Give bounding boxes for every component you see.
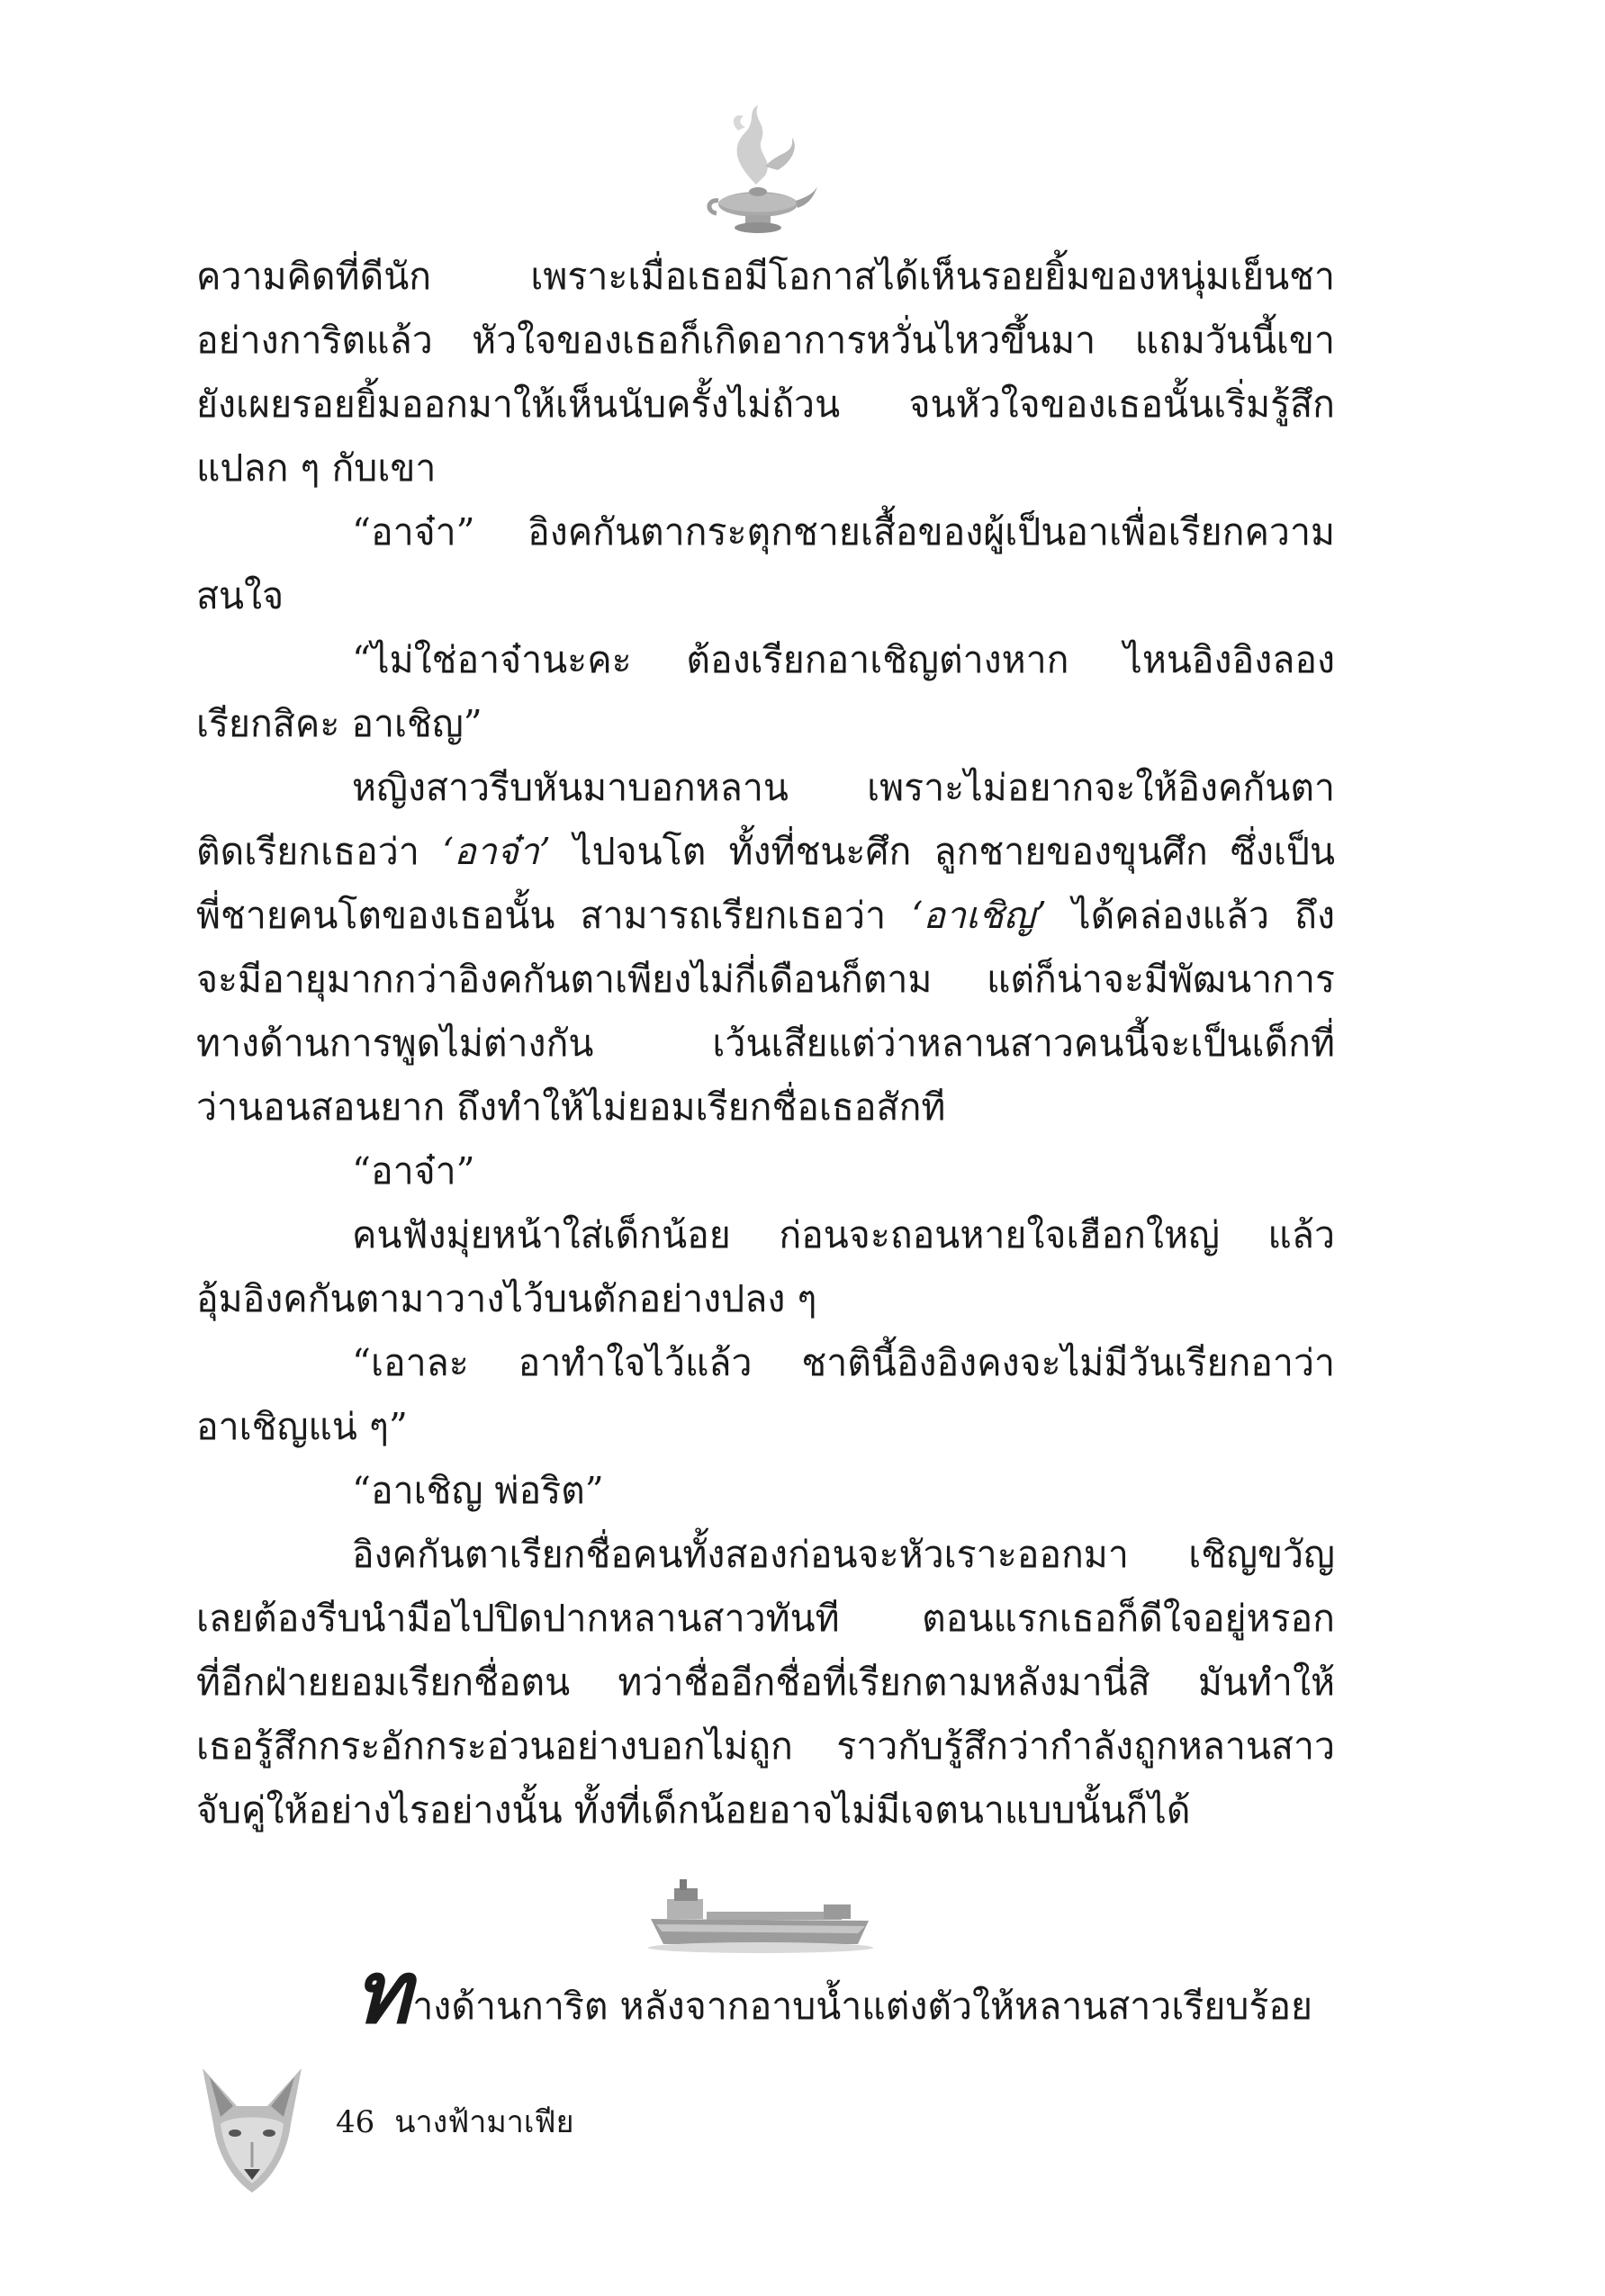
text-line: อิงคกันตาเรียกชื่อคนทั้งสองก่อนจะหัวเราะออกมา เชิญขวัญ xyxy=(352,1533,1335,1576)
text-line: อุ้มอิงคกันตามาวางไว้บนตักอย่างปลง ๆ xyxy=(196,1277,817,1320)
text-line: ยังเผยรอยยิ้มออกมาให้เห็นนับครั้งไม่ถ้วน จนหัวใจของเธอนั้นเริ่มรู้สึก xyxy=(196,383,1335,426)
text-line: “เอาละ อาทำใจไว้แล้ว ชาตินี้อิงอิงคงจะไม่มีวันเรียกอาว่า xyxy=(352,1341,1335,1384)
text-line: ที่อีกฝ่ายยอมเรียกชื่อตน ทว่าชื่ออีกชื่อที่เรียกตามหลังมานี่สิ มันทำให้ xyxy=(196,1661,1335,1704)
text-line: อย่างการิตแล้ว หัวใจของเธอก็เกิดอาการหวั่นไหวขึ้นมา แถมวันนี้เขา xyxy=(196,319,1335,362)
text-segment: ไปจนโต ทั้งที่ชนะศึก ลูกชายของขุนศึก ซึ่งเป็น xyxy=(573,830,1335,873)
emphasis-text: ‘อาเชิญ’ xyxy=(911,894,1047,937)
section-opening-line xyxy=(354,1941,1335,2043)
text-line: จับคู่ให้อย่างไรอย่างนั้น ทั้งที่เด็กน้อยอาจไม่มีเจตนาแบบนั้นก็ได้ xyxy=(196,1788,1191,1832)
text-line: ความคิดที่ดีนัก เพราะเมื่อเธอมีโอกาสได้เห็นรอยยิ้มของหนุ่มเย็นชา xyxy=(196,255,1335,298)
text-line xyxy=(196,820,1335,884)
fox-icon xyxy=(194,2061,311,2196)
book-title: นางฟ้ามาเฟีย xyxy=(394,2104,574,2140)
text-line: “ไม่ใช่อาจ๋านะคะ ต้องเรียกอาเชิญต่างหาก ไหนอิงอิงลอง xyxy=(352,638,1335,681)
text-line: ว่านอนสอนยาก ถึงทำให้ไม่ยอมเรียกชื่อเธอสักที xyxy=(196,1085,946,1129)
page-footer xyxy=(336,2104,573,2140)
page-number: 46 xyxy=(336,2104,375,2140)
emphasis-text: ‘อาจ๋า’ xyxy=(442,830,551,873)
text-line: คนฟังมุ่ยหน้าใส่เด็กน้อย ก่อนจะถอนหายใจเฮือกใหญ่ แล้ว xyxy=(352,1213,1335,1256)
text-line: “อาจ๋า” อิงคกันตากระตุกชายเสื้อของผู้เป็นอาเพื่อเรียกความ xyxy=(352,510,1335,554)
text-line xyxy=(196,884,1335,948)
text-line: หญิงสาวรีบหันมาบอกหลาน เพราะไม่อยากจะให้อิงคกันตา xyxy=(352,766,1335,809)
text-segment: ติดเรียกเธอว่า xyxy=(196,830,419,873)
body-text xyxy=(196,245,1335,1842)
text-line: สนใจ xyxy=(196,574,284,617)
text-line: แปลก ๆ กับเขา xyxy=(196,446,437,490)
text-line: ทางด้านการพูดไม่ต่างกัน เว้นเสียแต่ว่าหลานสาวคนนี้จะเป็นเด็กที่ xyxy=(196,1022,1335,1065)
text-line: “อาเชิญ พ่อริต” xyxy=(352,1469,604,1512)
text-line: จะมีอายุมากกว่าอิงคกันตาเพียงไม่กี่เดือนก็ตาม แต่ก็น่าจะมีพัฒนาการ xyxy=(196,958,1335,1001)
section-opening-text: างด้านการิต หลังจากอาบน้ำแต่งตัวให้หลานสาวเรียบร้อย xyxy=(412,1985,1313,2028)
text-line: เรียกสิคะ อาเชิญ” xyxy=(196,702,482,745)
text-line: เธอรู้สึกกระอักกระอ่วนอย่างบอกไม่ถูก ราวกับรู้สึกว่ากำลังถูกหลานสาว xyxy=(196,1724,1335,1768)
text-line: “อาจ๋า” xyxy=(352,1149,475,1193)
text-line: อาเชิญแน่ ๆ” xyxy=(196,1405,408,1448)
drop-cap: ท xyxy=(354,1941,411,2043)
text-line: เลยต้องรีบนำมือไปปิดปากหลานสาวทันที ตอนแรกเธอก็ดีใจอยู่หรอก xyxy=(196,1597,1335,1640)
text-segment: พี่ชายคนโตของเธอนั้น สามารถเรียกเธอว่า xyxy=(196,894,887,937)
ship-icon xyxy=(644,1872,878,1958)
text-segment: ได้คล่องแล้ว ถึง xyxy=(1071,894,1335,937)
genie-lamp-icon xyxy=(702,104,819,239)
